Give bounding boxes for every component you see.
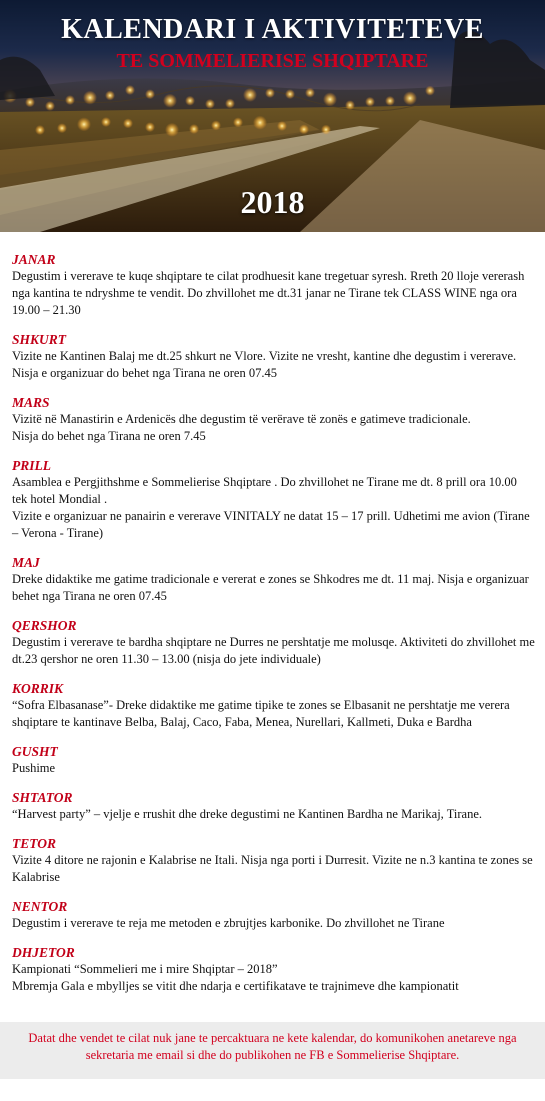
string-light (425, 86, 435, 96)
string-light (105, 90, 115, 100)
string-light (345, 100, 355, 110)
calendar-year: 2018 (240, 184, 305, 220)
month-description: Nisja e organizuar do behet nga Tirana ne oren 07.45 (12, 366, 277, 380)
string-light (163, 94, 177, 108)
month-description: Nisja do behet nga Tirana ne oren 7.45 (12, 429, 206, 443)
string-light (385, 96, 395, 106)
string-light (35, 125, 45, 135)
string-light (145, 122, 155, 132)
month-september (12, 790, 535, 823)
header-banner (0, 0, 545, 232)
string-light (365, 97, 375, 107)
string-light (225, 99, 235, 109)
string-light (205, 99, 215, 109)
month-name: SHKURT (12, 332, 67, 347)
calendar-subtitle: TE SOMMELIERISE SHQIPTARE (116, 50, 429, 72)
string-light (321, 125, 331, 135)
month-name: NENTOR (12, 899, 68, 914)
month-name: JANAR (12, 252, 56, 267)
month-description: Pushime (12, 761, 56, 775)
string-light (305, 88, 315, 98)
month-name: QERSHOR (12, 618, 77, 633)
string-light (125, 85, 135, 95)
month-name: DHJETOR (12, 945, 75, 960)
month-march (12, 395, 535, 445)
string-light (243, 88, 257, 102)
month-june (12, 618, 535, 668)
month-november (12, 899, 535, 932)
month-name: GUSHT (12, 744, 58, 759)
month-april (12, 458, 535, 542)
month-description: Degustim i vererave te bardha shqiptare ne Durres ne pershtatje me molusqe. Aktiviteti do zhvillohet me dt.23 qershor ne oren 11.30 – 13.00 (nisja do jete individuale) (12, 635, 535, 666)
month-name: TETOR (12, 836, 57, 851)
month-february (12, 332, 535, 382)
month-name: SHTATOR (12, 790, 73, 805)
string-light (77, 117, 91, 131)
string-light (265, 88, 275, 98)
string-light (277, 121, 287, 131)
month-name: PRILL (12, 458, 51, 473)
string-light (123, 118, 133, 128)
month-name: MAJ (12, 555, 40, 570)
string-light (25, 97, 35, 107)
string-light (211, 120, 221, 130)
month-name: MARS (12, 395, 50, 410)
string-light (165, 123, 179, 137)
month-list (0, 232, 545, 995)
string-light (285, 89, 295, 99)
month-description: “Harvest party” – vjelje e rrushit dhe dreke degustimi ne Kantinen Bardha ne Marikaj, Tirane. (12, 807, 482, 821)
month-august (12, 744, 535, 777)
string-light (57, 123, 67, 133)
month-description: Asamblea e Pergjithshme e Sommelierise Shqiptare . Do zhvillohet ne Tirane me dt. 8 prill ora 10.00 tek hotel Mondial . (12, 475, 517, 506)
month-description: Degustim i vererave te kuqe shqiptare te cilat prodhuesit kane tregetuar syresh. Rreth 20 lloje vererash nga kantina te ndryshme te vendit. Do zhvillohet me dt.31 janar ne Tirane tek CLASS WINE nga ora 19.00 – 21.30 (12, 269, 525, 317)
string-light (189, 124, 199, 134)
month-october (12, 836, 535, 886)
footer-note: Datat dhe vendet te cilat nuk jane te percaktuara ne kete kalendar, do komunikohen anetareve nga sekretaria me email si dhe do publikohen ne FB e Sommelierise Shqiptare. (0, 1022, 545, 1079)
month-description: Vizite e organizuar ne panairin e vererave VINITALY ne datat 15 – 17 prill. Udhetimi me avion (Tirane – Verona - Tirane) (12, 509, 530, 540)
month-january (12, 252, 535, 319)
string-light (45, 101, 55, 111)
string-light (323, 92, 337, 106)
month-july (12, 681, 535, 731)
string-light (83, 91, 97, 105)
month-december (12, 945, 535, 995)
month-description: Kampionati “Sommelieri me i mire Shqiptar – 2018” (12, 962, 278, 976)
month-description: Vizite ne Kantinen Balaj me dt.25 shkurt ne Vlore. Vizite ne vresht, kantine dhe degustim i vererave. (12, 349, 517, 363)
string-light (403, 91, 417, 105)
month-name: KORRIK (12, 681, 64, 696)
string-light (233, 117, 243, 127)
month-description: Dreke didaktike me gatime tradicionale e vererat e zones se Shkodres me dt. 11 maj. Nisja e organizuar behet nga Tirana ne oren 07.45 (12, 572, 529, 603)
month-description: Mbremja Gala e mbylljes se vitit dhe ndarja e certifikatave te trajnimeve dhe kampionatit (12, 979, 459, 993)
month-description: “Sofra Elbasanase”- Dreke didaktike me gatime tipike te zones se Elbasanit ne pershtatje me verera shqiptare te kantinave Belba, Balaj, Caco, Faba, Menea, Nurellari, Kallmeti, Duka e Bardha (12, 698, 510, 729)
string-light (145, 89, 155, 99)
month-description: Vizite 4 ditore ne rajonin e Kalabrise ne Itali. Nisja nga porti i Durresit. Vizite ne n.3 kantina te zones se Kalabrise (12, 853, 533, 884)
string-light (65, 95, 75, 105)
string-light (253, 116, 267, 130)
string-light (185, 96, 195, 106)
string-light (101, 117, 111, 127)
month-may (12, 555, 535, 605)
calendar-title: KALENDARI I AKTIVITETEVE (61, 14, 484, 45)
month-description: Degustim i vererave te reja me metoden e zbrujtjes karbonike. Do zhvillohet ne Tirane (12, 916, 445, 930)
string-light (299, 124, 309, 134)
month-description: Vizitë në Manastirin e Ardenicës dhe degustim të verërave të zonës e gatimeve tradicionale. (12, 412, 471, 426)
